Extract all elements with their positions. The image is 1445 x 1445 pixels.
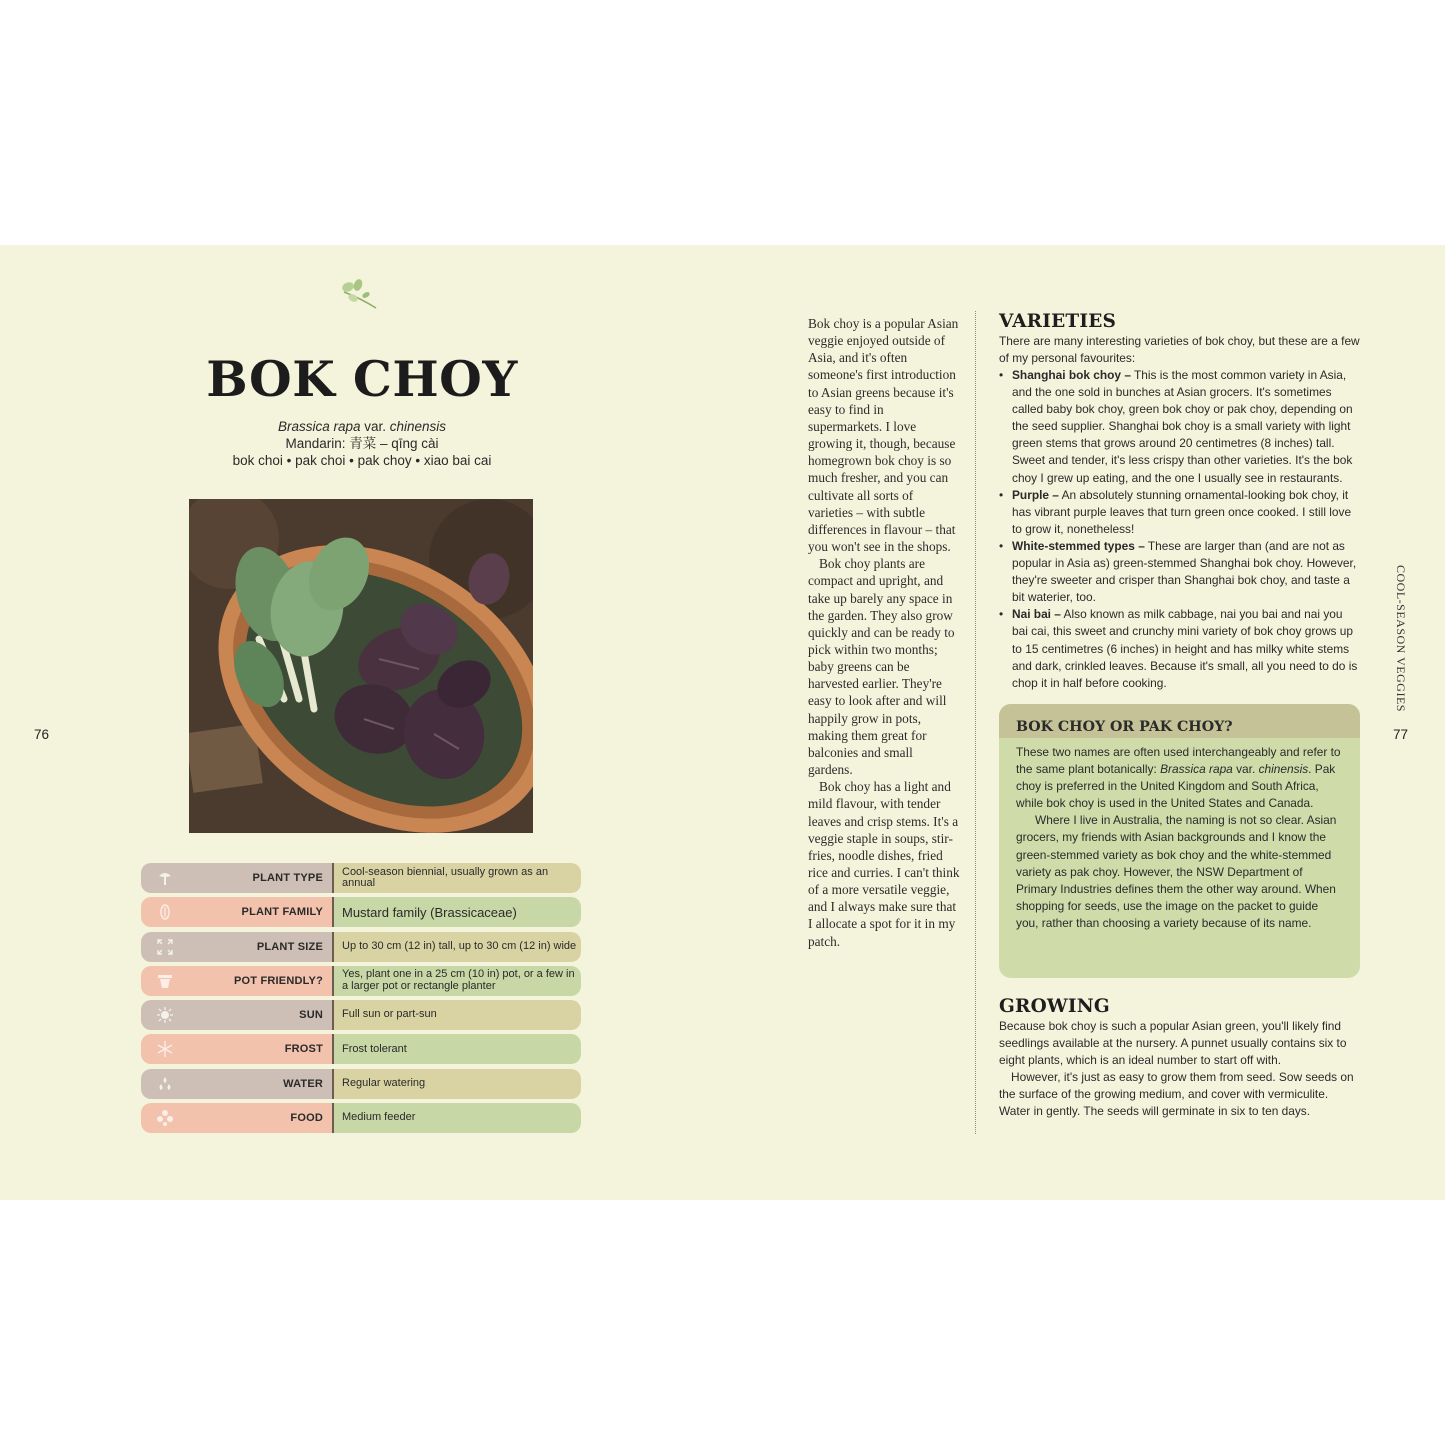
fact-row-frost — [141, 1034, 581, 1064]
fact-label: FROST — [284, 1043, 323, 1056]
name-callout-box — [999, 704, 1360, 978]
fact-label: SUN — [299, 1009, 323, 1022]
alias-names: bok choi • pak choi • pak choy • xiao bai cai — [232, 453, 492, 468]
food-icon — [157, 1110, 173, 1126]
fact-value: Regular watering — [334, 1069, 581, 1099]
fact-value: Mustard family (Brassicaceae) — [334, 897, 581, 927]
fact-row-plant-type — [141, 863, 581, 893]
fact-row-plant-size — [141, 932, 581, 962]
fact-value: Cool-season biennial, usually grown as an annual — [334, 863, 581, 893]
variety-text: This is the most common variety in Asia, and the one sold in bunches at Asian grocers. It's sometimes called baby bok choy, green bok choy or pak choy, depending on the seed supplier. Shanghai bok choy is a small variety with light green stems that grows around 20 centimetres (8 inches) tall. Sweet and tender, it's less crispy than other varieties. It's the bok choy I grew up eating, and the one I usually see in restaurants. — [1012, 368, 1353, 485]
fact-label: PLANT SIZE — [256, 940, 323, 953]
right-page-number: 77 — [1393, 727, 1409, 742]
bok-choy-photo — [189, 499, 533, 833]
growing-heading: GROWING — [999, 996, 1110, 1017]
intro-column — [808, 315, 960, 950]
variety-text: Also known as milk cabbage, nai you bai and nai you bai cai, this sweet and crunchy mini variety of bok choy grows up to 15 centimetres (6 inches) in height and has milky white stems and dark, crinkled leaves. Because it's small, all you need to do is chop it in half before cooking. — [1012, 607, 1358, 690]
fact-row-sun — [141, 1000, 581, 1030]
plant-type-icon — [157, 870, 173, 886]
latin-name-line — [180, 418, 544, 435]
variety-text: An absolutely stunning ornamental-looking bok choy, it has vibrant purple leaves that turn green once cooked. I still love to grow it, nonetheless! — [1012, 487, 1352, 536]
varieties-intro: There are many interesting varieties of bok choy, but these are a few of my personal favourites: — [999, 334, 1360, 366]
latin-var: var. — [360, 419, 390, 434]
fact-value: Yes, plant one in a 25 cm (10 in) pot, or a few in a larger pot or rectangle planter — [334, 966, 581, 996]
left-page-number: 76 — [34, 727, 50, 742]
fact-row-plant-family — [141, 897, 581, 927]
list-item — [999, 367, 1361, 487]
intro-paragraph: Bok choy plants are compact and upright, and take up barely any space in the garden. They also grow quickly and can be ready to pick within two months; baby greens can be harvested earlier. They're easy to look after and will happily grow in pots, making them great for balconies and small gardens. — [808, 556, 955, 778]
snowflake-icon — [157, 1041, 173, 1057]
callout-paragraph: These two names are often used interchangeably and refer to the same plant botanically: Brassica rapa var. chinensis. Pak choy is preferred in the United Kingdom and South Africa, while bok choy is used in the United States and Canada. — [1016, 745, 1341, 811]
latin-name: Brassica rapa — [277, 419, 361, 434]
latin-variety: chinensis — [389, 419, 447, 434]
fact-label: WATER — [283, 1077, 323, 1090]
callout-paragraph: Where I live in Australia, the naming is not so clear. Asian grocers, my friends with Asian backgrounds and I know the green-stemmed variety as bok choy and the white-stemmed variety as pak choy. However, the NSW Department of Primary Industries defines them the other way around. When shopping for seeds, use the image on the packet to guide you, rather than choosing a variety because of its name. — [1016, 813, 1337, 930]
list-item — [999, 606, 1361, 691]
fact-value: Frost tolerant — [334, 1034, 581, 1064]
seed-icon — [157, 904, 173, 920]
fact-label: FOOD — [290, 1112, 323, 1125]
fact-value: Medium feeder — [334, 1103, 581, 1133]
plant-facts-table — [141, 863, 581, 1137]
plant-names — [180, 418, 544, 469]
expand-icon — [157, 939, 173, 955]
pot-icon — [157, 973, 173, 989]
growing-paragraph: However, it's just as easy to grow them from seed. Sow seeds on the surface of the growing medium, and cover with vermiculite. Water in gently. The seeds will germinate in six to ten days. — [999, 1070, 1354, 1119]
section-side-label: COOL-SEASON VEGGIES — [1394, 565, 1408, 712]
fact-row-food — [141, 1103, 581, 1133]
variety-name: Nai bai – — [1012, 607, 1061, 622]
fact-label: PLANT TYPE — [252, 872, 323, 884]
water-drops-icon — [157, 1076, 173, 1092]
sun-icon — [157, 1007, 173, 1023]
fact-value: Full sun or part-sun — [334, 1000, 581, 1030]
fact-value: Up to 30 cm (12 in) tall, up to 30 cm (12 in) wide — [334, 932, 581, 962]
variety-name: Shanghai bok choy – — [1012, 368, 1131, 382]
callout-heading: BOK CHOY OR PAK CHOY? — [1016, 719, 1233, 735]
sprig-icon — [338, 278, 382, 312]
page-title: BOK CHOY — [206, 350, 518, 408]
fact-row-water — [141, 1069, 581, 1099]
column-divider — [975, 311, 977, 1134]
mandarin-name: Mandarin: 青菜 – qīng cài — [285, 436, 439, 451]
intro-paragraph: Bok choy is a popular Asian veggie enjoyed outside of Asia, and it's often someone's first introduction to Asian greens because it's easy to find in supermarkets. I love growing it, though, because homegrown bok choy is so much fresher, and you can cultivate all sorts of varieties – with subtle differences in flavour – that you won't see in the shops. — [808, 316, 959, 555]
fact-label: POT FRIENDLY? — [234, 974, 323, 987]
variety-name: White-stemmed types – — [1012, 538, 1145, 553]
growing-text — [999, 1018, 1354, 1121]
fact-row-pot-friendly — [141, 966, 581, 996]
growing-paragraph: Because bok choy is such a popular Asian green, you'll likely find seedlings available at the nursery. A punnet usually contains six to eight plants, which is an ideal number to start off with. — [999, 1019, 1347, 1068]
variety-name: Purple – — [1012, 487, 1059, 502]
list-item — [999, 487, 1361, 538]
varieties-list — [999, 367, 1361, 692]
fact-label: PLANT FAMILY — [241, 906, 323, 919]
intro-paragraph: Bok choy has a light and mild flavour, with tender leaves and crisp stems. It's a veggie staple in soups, stir-fries, noodle dishes, fried rice and curries. I can't think of a more versatile veggie, and I always make sure that I allocate a spot for it in my patch. — [808, 779, 960, 949]
varieties-heading: VARIETIES — [999, 311, 1117, 332]
variety-text: These are larger than (and are not as popular in Asia as) green-stemmed Shanghai bok choy. However, they're sweeter and crisper than Shanghai bok choy, and taste a bit waterier, too. — [1012, 538, 1357, 605]
list-item — [999, 538, 1361, 606]
